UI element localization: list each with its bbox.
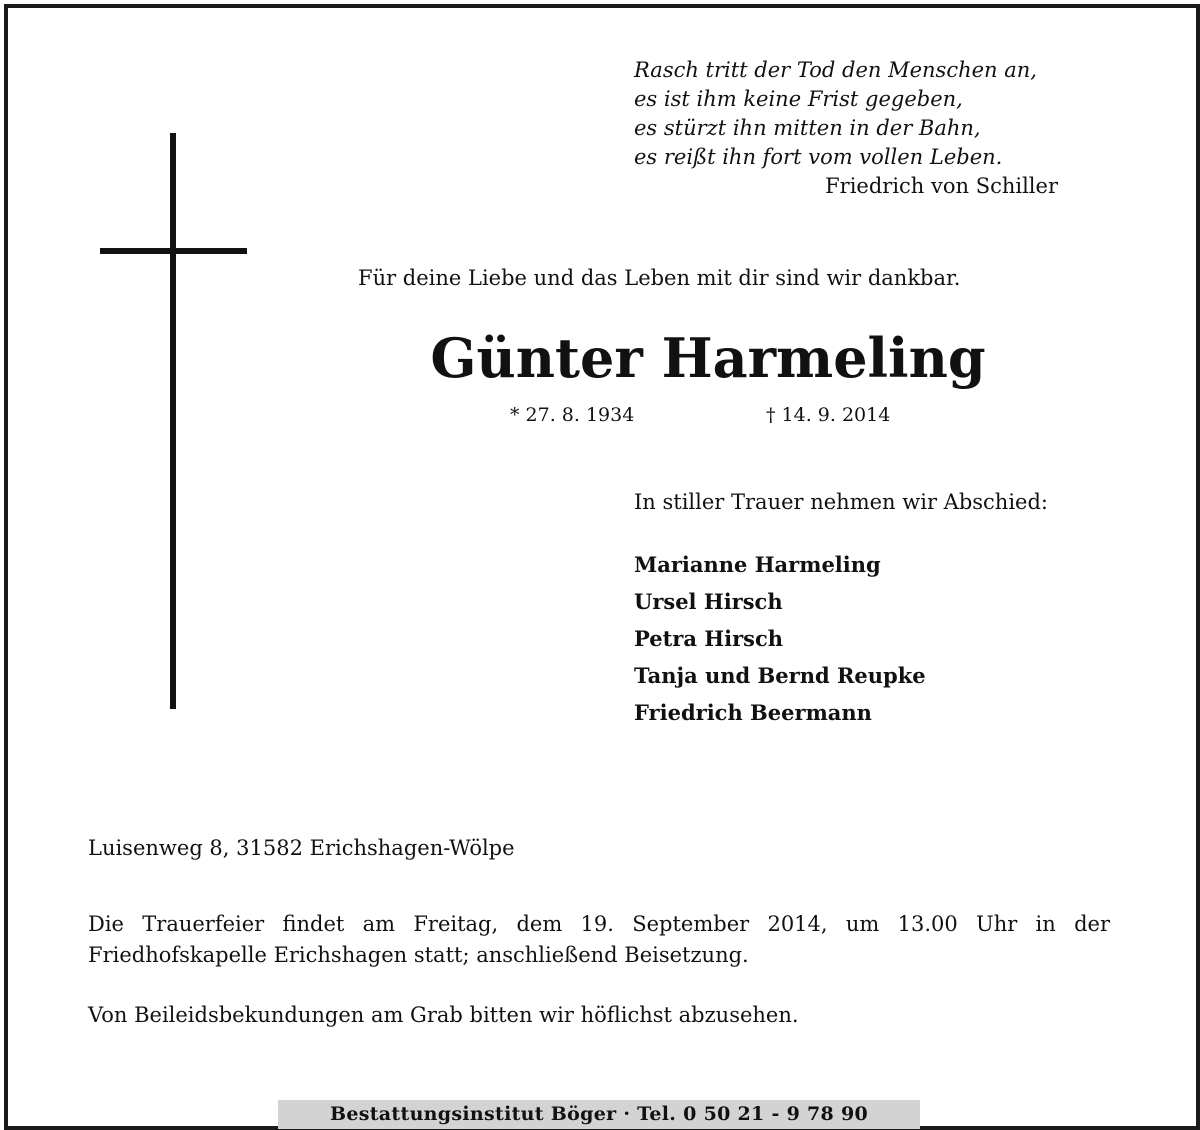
address: Luisenweg 8, 31582 Erichshagen-Wölpe [88,836,515,860]
mourner-name: Marianne Harmeling [634,552,881,577]
mourners-list [634,546,926,731]
mourner-name: Petra Hirsch [634,626,784,651]
poem-line: es reißt ihn fort vom vollen Leben. [634,145,1003,169]
birth-date: * 27. 8. 1934 [510,404,635,426]
poem-quote [634,56,1074,201]
deceased-name: Günter Harmeling [430,326,986,390]
poem-line: es ist ihm keine Frist gegeben, [634,87,963,111]
cross-vertical-bar [170,133,176,709]
condolence-note: Von Beileidsbekundungen am Grab bitten wir höflichst abzusehen. [88,1003,799,1027]
poem-line: es stürzt ihn mitten in der Bahn, [634,116,981,140]
death-date: † 14. 9. 2014 [766,404,891,426]
cross-horizontal-bar [100,248,247,254]
poem-author: Friedrich von Schiller [825,174,1058,198]
mourner-name: Tanja und Bernd Reupke [634,663,926,688]
funeral-home-footer: Bestattungsinstitut Böger · Tel. 0 50 21 - 9 78 90 [278,1100,920,1129]
poem-line: Rasch tritt der Tod den Menschen an, [634,58,1037,82]
ceremony-info: Die Trauerfeier findet am Freitag, dem 19. September 2014, um 13.00 Uhr in der Friedhofskapelle Erichshagen statt; anschließend Beisetzung. [88,912,1110,967]
thanks-line: Für deine Liebe und das Leben mit dir sind wir dankbar. [358,266,961,290]
mourning-intro: In stiller Trauer nehmen wir Abschied: [634,490,1048,514]
mourner-name: Friedrich Beermann [634,700,872,725]
mourner-name: Ursel Hirsch [634,589,783,614]
